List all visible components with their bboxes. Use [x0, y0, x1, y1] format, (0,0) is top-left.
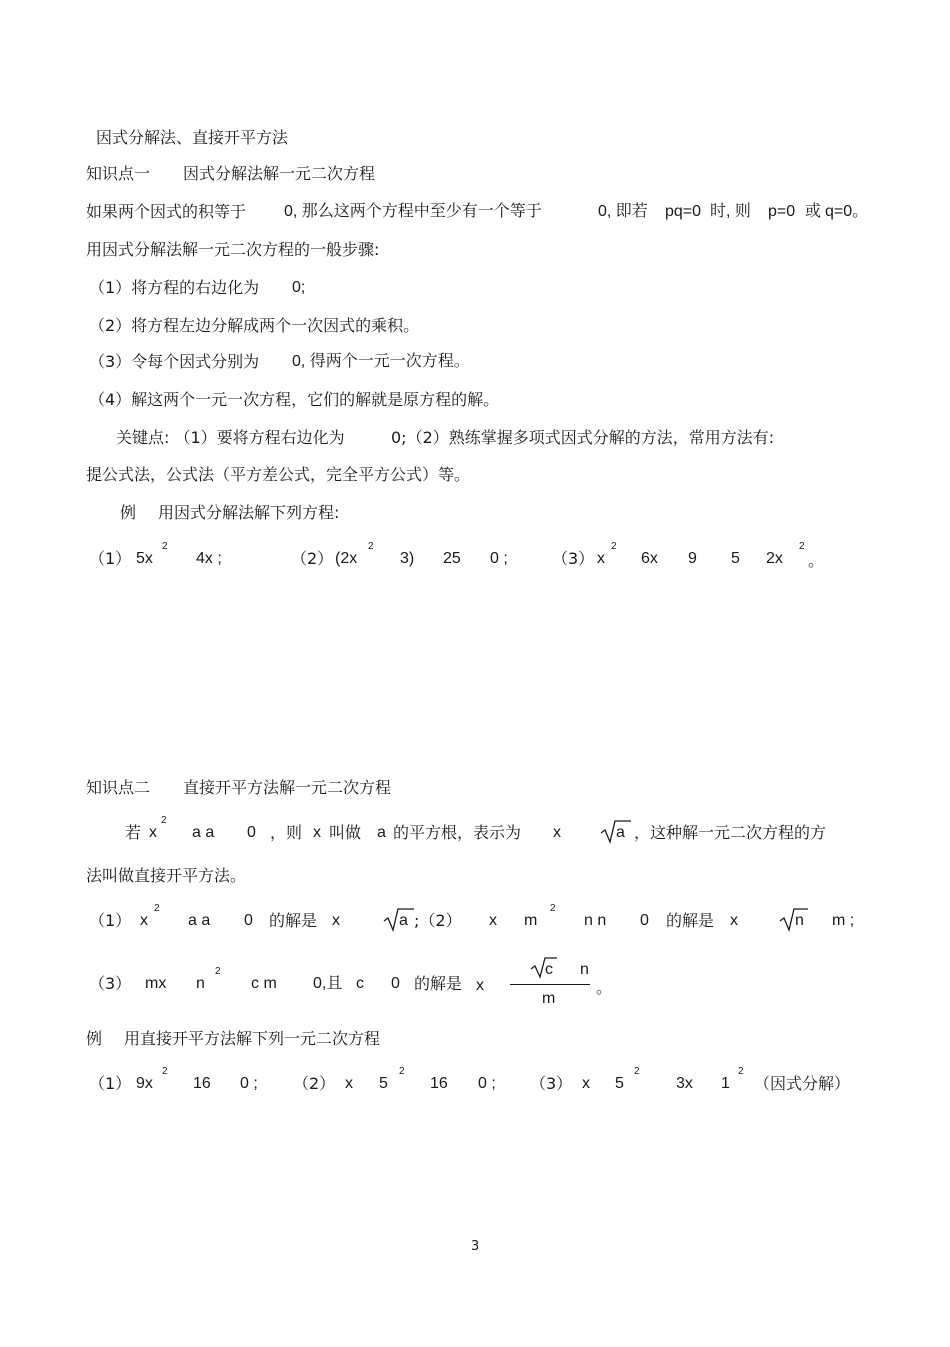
k2-heading-label: 知识点二	[86, 778, 151, 797]
k1-step-3-value: 0, 得两个一元一次方程。	[292, 353, 470, 370]
math-term: 9	[688, 550, 697, 567]
math-term: n	[580, 961, 589, 978]
math-term: 16	[430, 1075, 448, 1092]
math-term: mx	[145, 975, 167, 992]
exponent: 2	[611, 541, 617, 552]
math-term: m	[542, 990, 556, 1007]
k1-intro-6: p=0	[768, 203, 796, 220]
math-term: 9x	[136, 1075, 153, 1092]
math-term: m	[524, 912, 538, 929]
math-term: a a	[192, 824, 215, 841]
k1-example-label: 例	[120, 503, 137, 522]
math-term: 5x	[136, 550, 153, 567]
fraction-bar	[510, 984, 590, 985]
math-term: x	[489, 912, 497, 929]
text: 若	[125, 823, 142, 842]
exponent: 2	[399, 1066, 405, 1077]
exponent: 2	[799, 541, 805, 552]
math-term: 0	[247, 824, 256, 841]
text: 的平方根，表示为	[393, 823, 522, 842]
sqrt-icon	[779, 906, 809, 932]
k1-key-2: 0;（2）熟练掌握多项式因式分解的方法，常用方法有:	[391, 428, 775, 447]
text: 叫做	[329, 823, 362, 842]
math-term: 3)	[400, 550, 415, 567]
k1-intro-2: 0, 那么这两个方程中至少有一个等于	[284, 203, 542, 220]
text: 的解是	[414, 974, 463, 993]
math-term: c m	[251, 975, 277, 992]
math-term: 0	[640, 912, 649, 929]
math-term: 0 ;	[240, 1075, 258, 1092]
math-term: x	[730, 912, 738, 929]
item-number: （1）	[89, 549, 132, 568]
k1-intro-8: q=0。	[825, 203, 869, 220]
math-term: 5	[731, 550, 740, 567]
math-term: 25	[443, 550, 461, 567]
item-number: （1）	[89, 1074, 132, 1093]
math-term: (2x	[335, 550, 358, 567]
exponent: 2	[154, 903, 160, 914]
math-term: 0,且	[313, 975, 343, 992]
item-number: ;（2）	[414, 911, 462, 930]
math-term: x	[476, 977, 484, 994]
k1-example-text: 用因式分解法解下列方程:	[158, 503, 340, 522]
sqrt-icon	[530, 955, 558, 979]
math-term: x	[149, 824, 157, 841]
exponent: 2	[162, 1066, 168, 1077]
math-term: 6x	[641, 550, 658, 567]
k1-heading-label: 知识点一	[86, 164, 151, 183]
exponent: 2	[634, 1066, 640, 1077]
item-number: （3）	[552, 549, 595, 568]
k1-intro-7: 或	[805, 203, 822, 220]
k2-example-text: 用直接开平方法解下列一元二次方程	[124, 1029, 381, 1048]
text: ，这种解一元二次方程的方	[634, 823, 827, 842]
math-term: x	[597, 550, 605, 567]
item-number: （2）	[291, 549, 334, 568]
math-term: a	[377, 824, 386, 841]
math-term: n	[795, 912, 804, 929]
text: 的解是	[269, 911, 318, 930]
k1-steps-title: 用因式分解法解一元二次方程的一般步骤:	[86, 240, 380, 259]
period: 。	[596, 978, 613, 997]
exponent: 2	[550, 903, 556, 914]
page-number: 3	[471, 1239, 480, 1254]
page-title: 因式分解法、直接开平方法	[96, 128, 289, 147]
k1-intro-5: 时, 则	[710, 203, 751, 220]
k1-intro-3: 0, 即若	[598, 203, 648, 220]
text: 的解是	[666, 911, 715, 930]
k1-step-1: （1）将方程的右边化为	[89, 278, 260, 297]
math-term: 5	[379, 1075, 388, 1092]
k1-intro-1: 如果两个因式的积等于	[86, 202, 247, 221]
math-term: c	[545, 961, 553, 978]
k1-step-3: （3）令每个因式分别为	[89, 352, 260, 371]
math-term: a	[399, 912, 408, 929]
item-number: （1）	[89, 911, 132, 930]
exponent: 2	[738, 1066, 744, 1077]
math-term: n n	[584, 912, 607, 929]
math-term: x	[345, 1075, 353, 1092]
text: ，则	[270, 823, 303, 842]
exponent: 2	[368, 541, 374, 552]
math-term: 1	[721, 1075, 730, 1092]
exponent: 2	[162, 541, 168, 552]
k2-example-label: 例	[86, 1029, 103, 1048]
math-term: 0	[391, 975, 400, 992]
text: （因式分解）	[754, 1074, 851, 1093]
math-term: a a	[188, 912, 211, 929]
item-number: （3）	[530, 1074, 573, 1093]
math-term: x	[313, 824, 321, 841]
k1-step-4: （4）解这两个一元一次方程，它们的解就是原方程的解。	[89, 390, 500, 409]
math-term: x	[332, 912, 340, 929]
k1-step-1-value: 0;	[292, 279, 306, 296]
k1-step-2: （2）将方程左边分解成两个一次因式的乘积。	[89, 316, 420, 335]
math-term: x	[553, 824, 561, 841]
math-term: 5	[615, 1075, 624, 1092]
math-term: 2x	[766, 550, 783, 567]
math-term: m ;	[832, 912, 855, 929]
period: 。	[808, 551, 825, 570]
math-term: 0 ;	[478, 1075, 496, 1092]
k1-heading-title: 因式分解法解一元二次方程	[183, 164, 376, 183]
math-term: c	[356, 975, 364, 992]
exponent: 2	[215, 966, 221, 977]
math-term: 3x	[676, 1075, 693, 1092]
math-term: a	[616, 824, 625, 841]
item-number: （2）	[293, 1074, 336, 1093]
math-term: 4x ;	[196, 550, 222, 567]
k1-intro-4: pq=0	[665, 203, 702, 220]
math-term: x	[582, 1075, 590, 1092]
math-term: 16	[193, 1075, 211, 1092]
math-term: 0 ;	[490, 550, 508, 567]
math-term: x	[140, 912, 148, 929]
item-number: （3）	[89, 974, 132, 993]
k1-key-1: 关键点: （1）要将方程右边化为	[116, 428, 345, 447]
k2-heading-title: 直接开平方法解一元二次方程	[183, 778, 392, 797]
k1-key-line2: 提公式法，公式法（平方差公式，完全平方公式）等。	[86, 465, 471, 484]
math-term: 0	[244, 912, 253, 929]
k2-definition-line2: 法叫做直接开平方法。	[86, 866, 247, 885]
math-term: n	[196, 975, 205, 992]
exponent: 2	[161, 815, 167, 826]
